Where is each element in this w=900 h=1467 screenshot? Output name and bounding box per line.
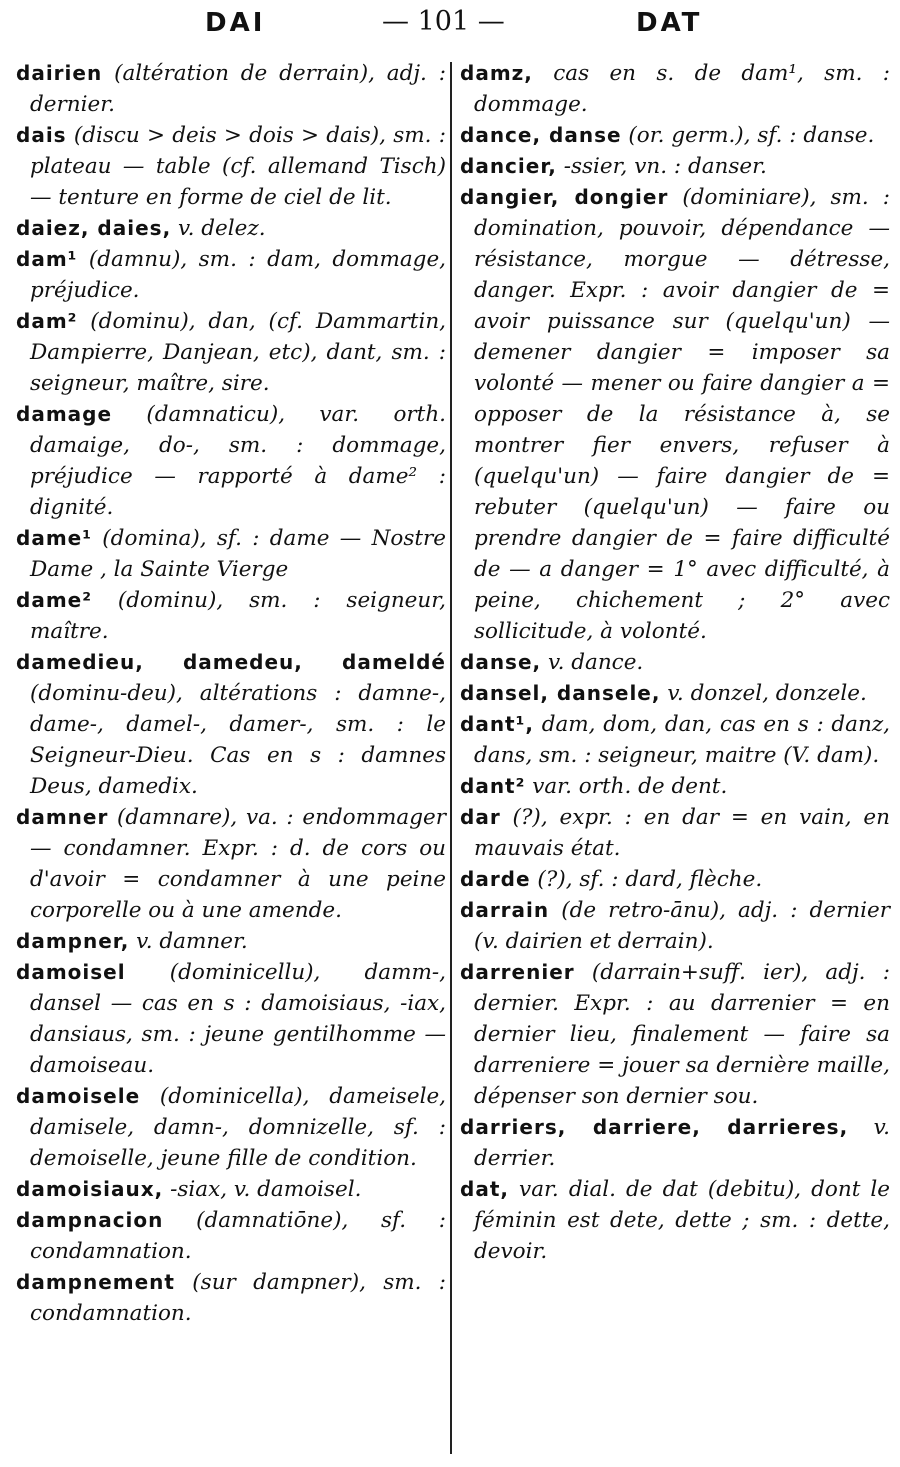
headword: darrain bbox=[460, 898, 550, 922]
dictionary-entry bbox=[16, 399, 446, 523]
headword: dame² bbox=[16, 588, 92, 612]
dictionary-entry bbox=[16, 957, 446, 1081]
headword: damner bbox=[16, 805, 109, 829]
headword: dar bbox=[460, 805, 501, 829]
headword: dangier, dongier bbox=[460, 185, 669, 209]
dictionary-entry bbox=[16, 1267, 446, 1329]
dictionary-entry bbox=[460, 802, 890, 864]
definition: (damnu), sm. : dam, dommage, préjudice. bbox=[30, 247, 446, 303]
definition: v. dance. bbox=[547, 650, 644, 675]
headword: danse, bbox=[460, 650, 542, 674]
dictionary-entry bbox=[16, 1081, 446, 1174]
definition: (dominicellu), damm-, dansel — cas en s : damoisiaus, -iax, dansiaus, sm. : jeune gentilhomme — damoiseau. bbox=[30, 960, 446, 1078]
left-column bbox=[16, 58, 446, 1329]
page-header bbox=[0, 4, 900, 44]
definition: (de retro-ānu), adj. : dernier (v. dairien et derrain). bbox=[474, 898, 890, 954]
headword: dampner, bbox=[16, 929, 130, 953]
headword: darriers, darriere, darrieres, bbox=[460, 1115, 849, 1139]
definition: cas en s. de dam¹, sm. : dommage. bbox=[474, 61, 890, 117]
dictionary-entry bbox=[16, 1174, 446, 1205]
definition: v. derrier. bbox=[474, 1115, 890, 1171]
definition: (domina), sf. : dame — Nostre Dame , la Sainte Vierge bbox=[30, 526, 446, 582]
definition: (altération de derrain), adj. : dernier. bbox=[30, 61, 446, 117]
definition: (damnare), va. : endommager — condamner. Expr. : d. de cors ou d'avoir = condamner à une peine corporelle ou à une amende. bbox=[30, 805, 446, 923]
headword: darrenier bbox=[460, 960, 575, 984]
headword: damoisel bbox=[16, 960, 126, 984]
headword: dampnacion bbox=[16, 1208, 164, 1232]
dictionary-entry bbox=[460, 151, 890, 182]
headword: dance, danse bbox=[460, 123, 622, 147]
headword: dant¹, bbox=[460, 712, 534, 736]
headword: dansel, dansele, bbox=[460, 681, 661, 705]
headword: damz, bbox=[460, 61, 533, 85]
dictionary-entry bbox=[16, 647, 446, 802]
dictionary-entry bbox=[16, 802, 446, 926]
definition: (dominu), sm. : seigneur, maître. bbox=[30, 588, 446, 644]
definition: v. damner. bbox=[136, 929, 248, 954]
definition: var. dial. de dat (debitu), dont le féminin est dete, dette ; sm. : dette, devoir. bbox=[474, 1177, 890, 1264]
definition: (or. germ.), sf. : danse. bbox=[628, 123, 875, 148]
dictionary-entry bbox=[16, 585, 446, 647]
definition: (discu > deis > dois > dais), sm. : plateau — table (cf. allemand Tisch) — tenture en forme de ciel de lit. bbox=[30, 123, 446, 210]
dictionary-entry bbox=[460, 1174, 890, 1267]
dictionary-entry bbox=[16, 213, 446, 244]
dictionary-entry bbox=[460, 647, 890, 678]
dictionary-entry bbox=[460, 58, 890, 120]
definition: (damnatiōne), sf. : condamnation. bbox=[30, 1208, 446, 1264]
headword: dampnement bbox=[16, 1270, 175, 1294]
dictionary-entry bbox=[460, 957, 890, 1112]
dictionary-entry bbox=[460, 771, 890, 802]
headword: darde bbox=[460, 867, 531, 891]
headword: dat, bbox=[460, 1177, 509, 1201]
headword: dairien bbox=[16, 61, 103, 85]
column-divider bbox=[450, 62, 452, 1454]
dictionary-entry bbox=[16, 926, 446, 957]
dictionary-entry bbox=[16, 1205, 446, 1267]
dictionary-entry bbox=[460, 678, 890, 709]
header-left-guideword: DAI bbox=[205, 8, 266, 38]
dictionary-entry bbox=[16, 244, 446, 306]
definition: v. delez. bbox=[178, 216, 266, 241]
definition: dam, dom, dan, cas en s : danz, dans, sm. : seigneur, maitre (V. dam). bbox=[474, 712, 890, 768]
dictionary-entry bbox=[460, 709, 890, 771]
page-number: — 101 — bbox=[382, 6, 505, 37]
right-column bbox=[460, 58, 890, 1267]
headword: damoisele bbox=[16, 1084, 141, 1108]
dictionary-entry bbox=[16, 306, 446, 399]
definition: (?), sf. : dard, flèche. bbox=[537, 867, 763, 892]
definition: var. orth. de dent. bbox=[532, 774, 728, 799]
headword: damedieu, damedeu, dameldé bbox=[16, 650, 446, 674]
definition: (dominu), dan, (cf. Dammartin, Dampierre, Danjean, etc), dant, sm. : seigneur, maître, sire. bbox=[30, 309, 446, 396]
headword: daiez, daies, bbox=[16, 216, 172, 240]
definition: (darrain+suff. ier), adj. : dernier. Expr. : au darrenier = en dernier lieu, finalement — faire sa darreniere = jouer sa dernière maille, dépenser son dernier sou. bbox=[474, 960, 890, 1109]
dictionary-entry bbox=[460, 120, 890, 151]
definition: (dominiare), sm. : domination, pouvoir, dépendance — résistance, morgue — détresse, danger. Expr. : avoir dangier de = avoir puissance sur (quelqu'un) — demener dangier = imposer sa volonté — mener ou faire dangier a = opposer de la résistance à, se montrer fier envers, refuser à (quelqu'un) — faire dangier de = rebuter (quelqu'un) — faire ou prendre dangier de = faire difficulté de — a danger = 1° avec difficulté, à peine, chichement ; 2° avec sollicitude, à volonté. bbox=[474, 185, 890, 644]
definition: v. donzel, donzele. bbox=[667, 681, 867, 706]
headword: dancier, bbox=[460, 154, 557, 178]
definition: (sur dampner), sm. : condamnation. bbox=[30, 1270, 446, 1326]
headword: dais bbox=[16, 123, 67, 147]
dictionary-entry bbox=[460, 864, 890, 895]
headword: dame¹ bbox=[16, 526, 92, 550]
definition: (?), expr. : en dar = en vain, en mauvais état. bbox=[474, 805, 890, 861]
definition: (dominu-deu), altérations : damne-, dame-, damel-, damer-, sm. : le Seigneur-Dieu. Cas en s : damnes Deus, damedix. bbox=[30, 681, 446, 799]
dictionary-entry bbox=[460, 182, 890, 647]
headword: dam¹ bbox=[16, 247, 78, 271]
headword: damoisiaux, bbox=[16, 1177, 164, 1201]
definition: -siax, v. damoisel. bbox=[170, 1177, 362, 1202]
dictionary-entry bbox=[460, 895, 890, 957]
headword: damage bbox=[16, 402, 113, 426]
definition: (dominicella), dameisele, damisele, damn-, domnizelle, sf. : demoiselle, jeune fille de condition. bbox=[30, 1084, 446, 1171]
definition: -ssier, vn. : danser. bbox=[563, 154, 767, 179]
dictionary-entry bbox=[16, 120, 446, 213]
definition: (damnaticu), var. orth. damaige, do-, sm. : dommage, préjudice — rapporté à dame² : dignité. bbox=[30, 402, 446, 520]
dictionary-entry bbox=[16, 523, 446, 585]
headword: dant² bbox=[460, 774, 526, 798]
dictionary-entry bbox=[16, 58, 446, 120]
header-right-guideword: DAT bbox=[636, 8, 703, 38]
dictionary-entry bbox=[460, 1112, 890, 1174]
headword: dam² bbox=[16, 309, 78, 333]
